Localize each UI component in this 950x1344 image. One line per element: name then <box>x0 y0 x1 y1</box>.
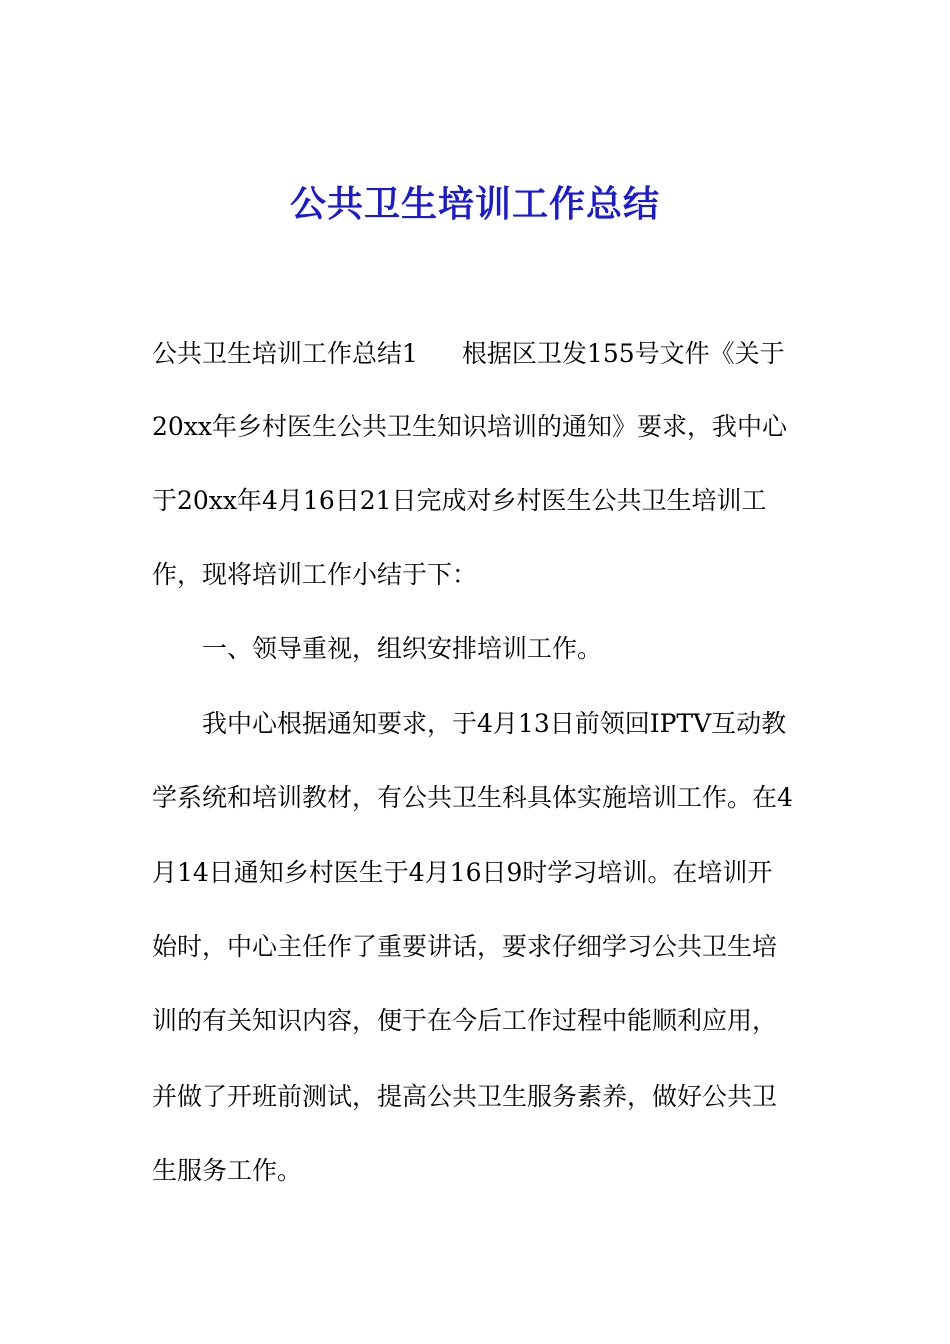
body-line-12: 生服务工作。 <box>152 1156 303 1185</box>
body-line-4: 作，现将培训工作小结于下： <box>152 560 478 589</box>
body-line-11: 并做了开班前测试，提高公共卫生服务素养，做好公共卫 <box>152 1082 778 1111</box>
body-line-1 <box>152 336 785 372</box>
body-text: 根据区卫发155号文件《关于 <box>461 339 785 368</box>
body-line-6: 我中心根据通知要求，于4月13日前领回IPTV互动教 <box>202 709 787 738</box>
document-title: 公共卫生培训工作总结 <box>289 183 660 225</box>
body-line-10: 训的有关知识内容，便于在今后工作过程中能顺利应用， <box>152 1006 778 1035</box>
body-line-8: 月14日通知乡村医生于4月16日9时学习培训。在培训开 <box>152 858 773 887</box>
body-line-2: 20xx年乡村医生公共卫生知识培训的通知》要求，我中心 <box>152 412 788 441</box>
body-line-3: 于20xx年4月16日21日完成对乡村医生公共卫生培训工 <box>152 486 767 515</box>
section-heading: 公共卫生培训工作总结1 <box>152 339 418 368</box>
body-line-9: 始时，中心主任作了重要讲话，要求仔细学习公共卫生培 <box>152 932 778 961</box>
section-heading-1: 一、领导重视，组织安排培训工作。 <box>202 634 603 663</box>
body-line-7: 学系统和培训教材，有公共卫生科具体实施培训工作。在4 <box>152 783 793 812</box>
